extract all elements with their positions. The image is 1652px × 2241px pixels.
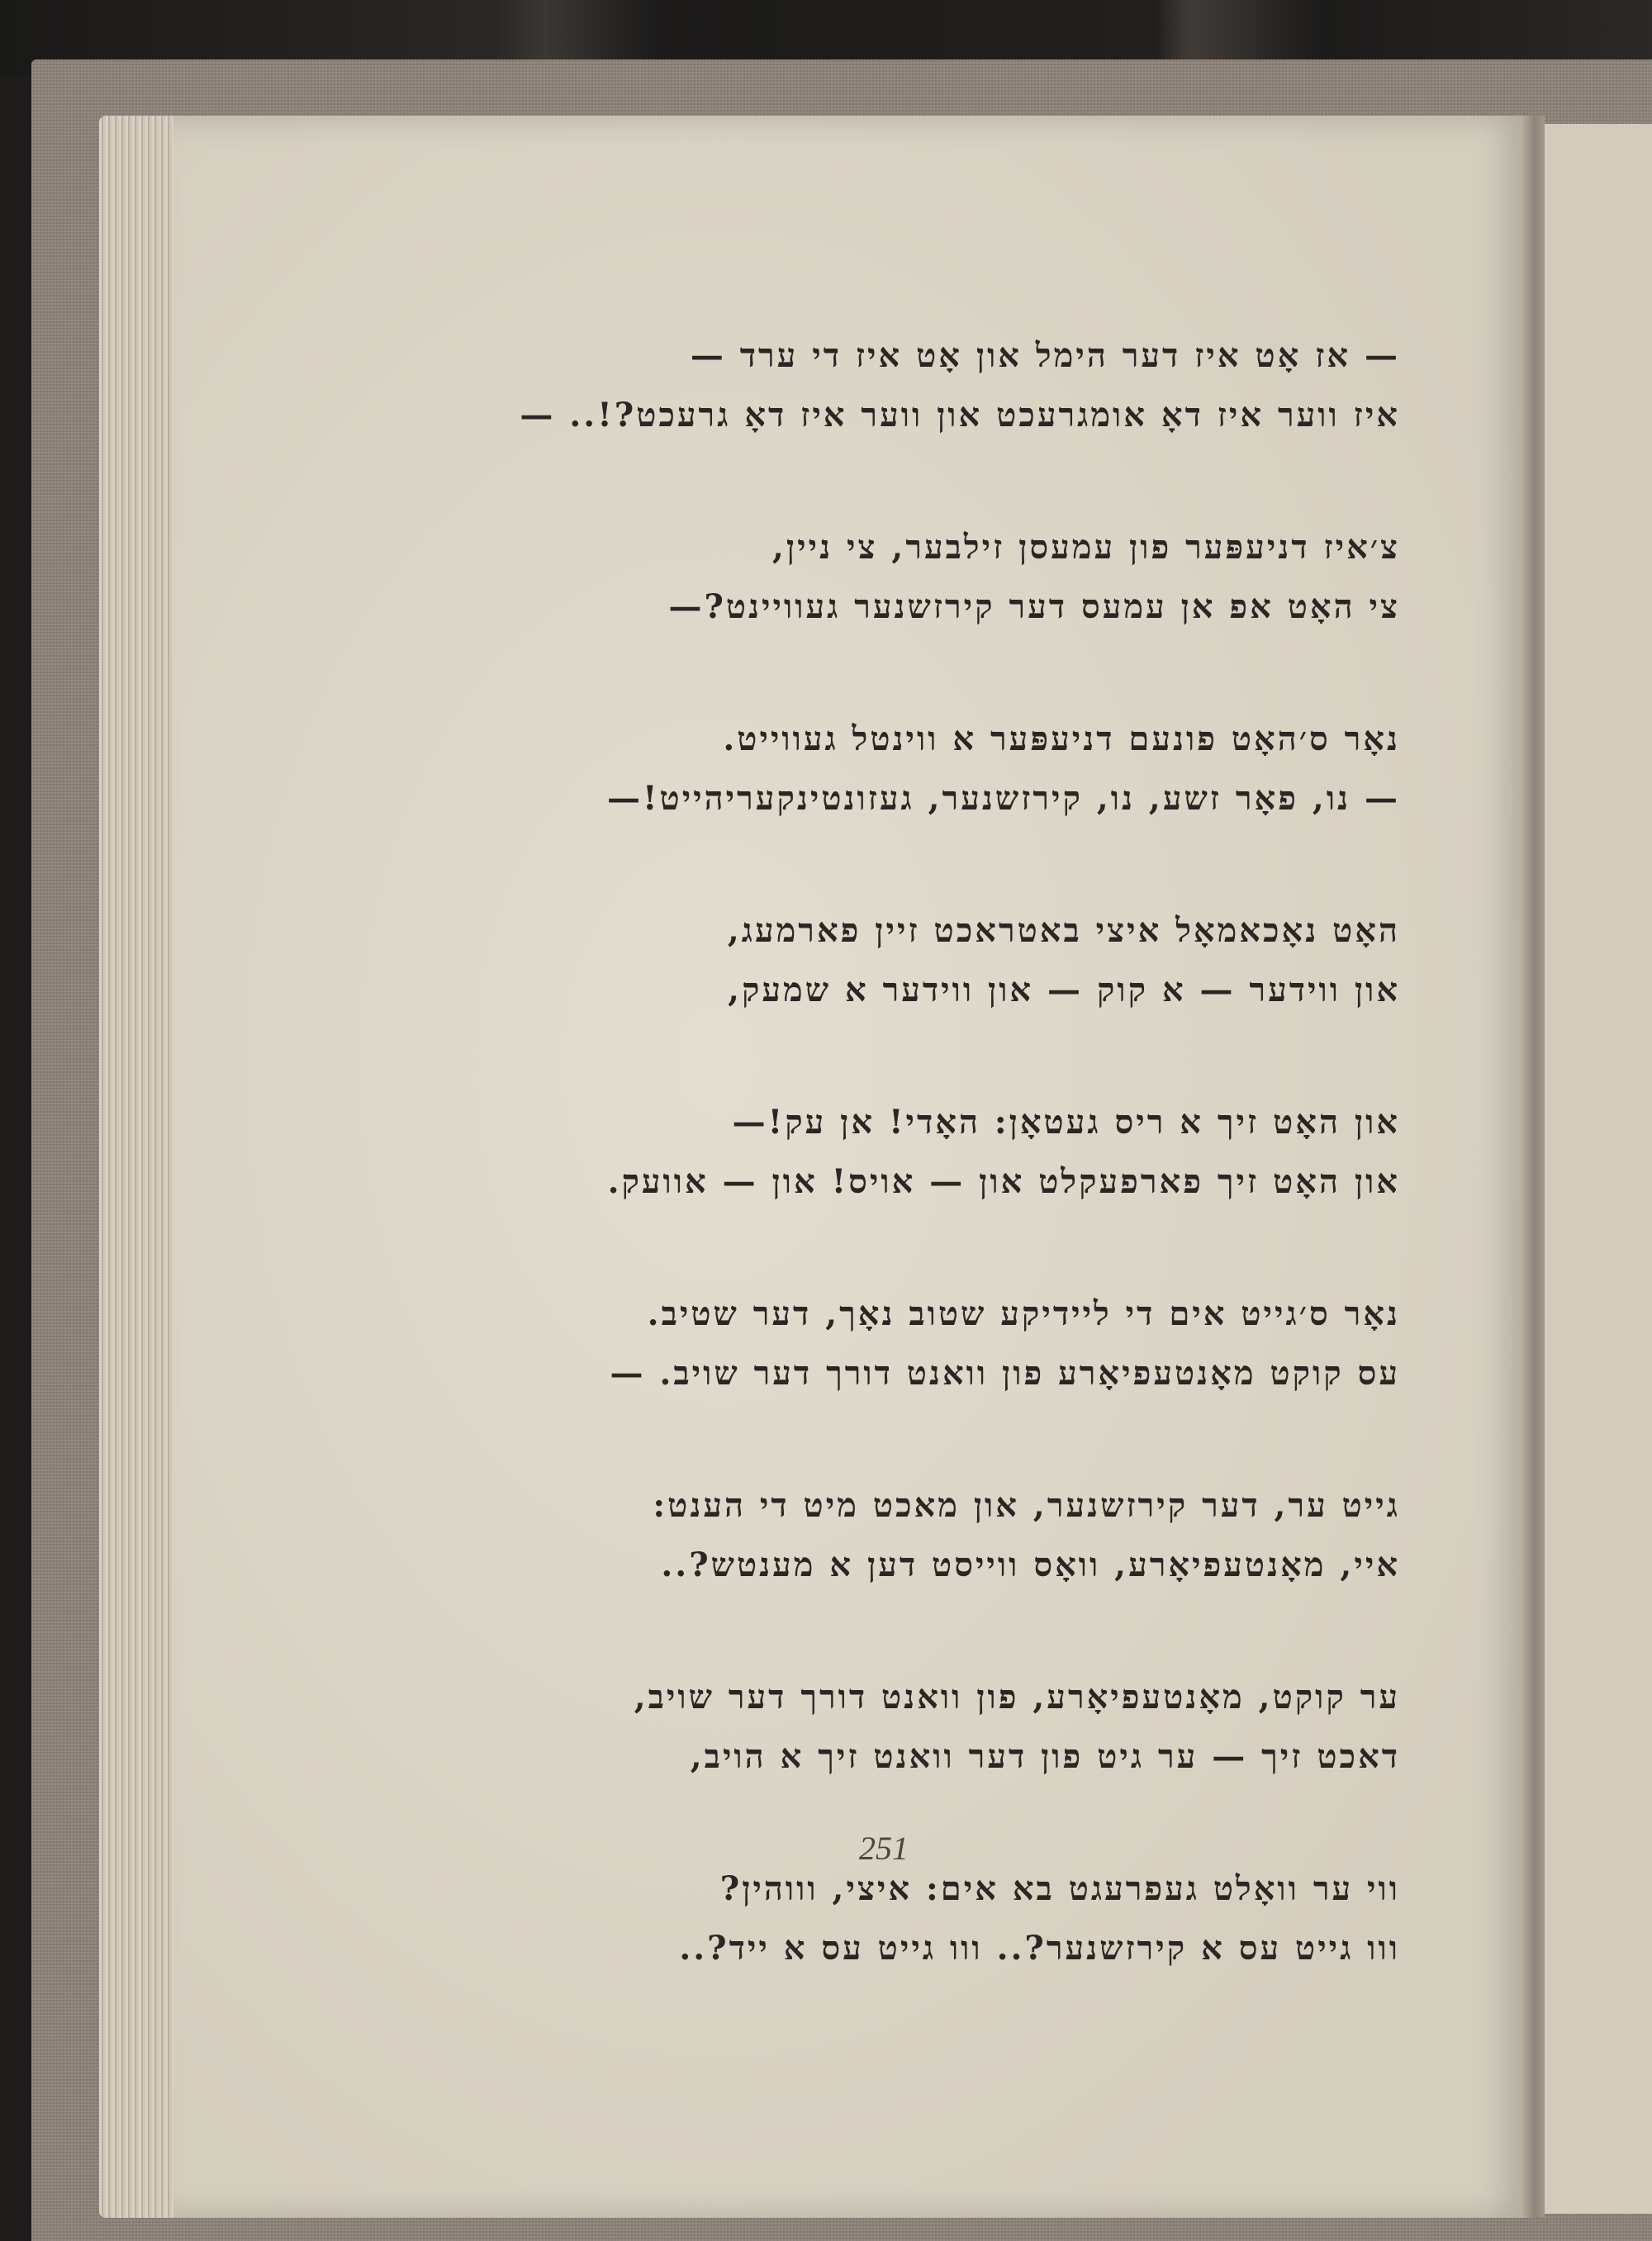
page-number: 251 <box>859 1830 909 1867</box>
poem-line: און ווידער — א קוק — און ווידער א שמעק, <box>728 971 1400 1009</box>
poem-line: איז ווער איז דאָ אומגרעכט און ווער איז דאָ גרעכט?!.. — <box>520 396 1400 434</box>
poem-line: ווו גייט עס א קירזשנער?.. ווו גייט עס א ייד?.. <box>679 1929 1400 1968</box>
stanza <box>355 518 1400 637</box>
poem-line: נאָר ס׳האָט פונעם דניעפּער א ווינטל געווייט. <box>723 719 1400 758</box>
book-gutter <box>1520 116 1545 2218</box>
poem-line: און האָט זיך א ריס געטאָן: האָדי! אן עק!— <box>732 1103 1400 1142</box>
poem-line: עס קוקט מאָנטעפיאָרע פון וואנט דורך דער שויב. — <box>610 1354 1400 1393</box>
poem-line: צי האָט אפ אן עמעס דער קירזשנער געוויינט?— <box>668 587 1400 626</box>
stanza <box>355 1859 1400 1978</box>
stanza <box>355 901 1400 1020</box>
poem-line: איי, מאָנטעפיאָרע, וואָס ווייסט דען א מענטש?.. <box>661 1545 1400 1584</box>
poem-line: — אז אָט איז דער הימל און אָט איז די ערד — <box>690 336 1400 375</box>
stanza <box>355 710 1400 829</box>
stanza <box>355 326 1400 445</box>
stanza <box>355 1284 1400 1403</box>
stanza <box>355 1476 1400 1595</box>
facing-page <box>1545 124 1652 2214</box>
poem-line: צ׳איז דניעפּער פון עמעסן זילבער, צי ניין, <box>772 528 1400 567</box>
poem-body <box>355 326 1400 2051</box>
stanza <box>355 1093 1400 1212</box>
poem-line: האָט נאָכאמאָל איצי באטראכט זיין פארמעג, <box>727 911 1400 950</box>
poem-line: ער קוקט, מאָנטעפיאָרע, פון וואנט דורך דער שויב, <box>634 1678 1400 1716</box>
poem-line: און האָט זיך פארפעקלט און — אויס! און — אוועק. <box>607 1162 1400 1201</box>
poem-line: גייט ער, דער קירזשנער, און מאכט מיט די הענט: <box>653 1486 1400 1525</box>
poem-line: דאכט זיך — ער גיט פון דער וואנט זיך א הויב, <box>690 1737 1400 1776</box>
stanza <box>355 1668 1400 1787</box>
poem-line: נאָר ס׳גייט אים די ליידיקע שטוב נאָך, דער שטיב. <box>647 1294 1400 1333</box>
poem-line: — נו, פאָר זשע, נו, קירזשנער, געזונטינקעריהייט!— <box>606 779 1400 818</box>
poem-line: ווי ער וואָלט געפרעגט בא אים: איצי, וווהין? <box>719 1869 1400 1908</box>
